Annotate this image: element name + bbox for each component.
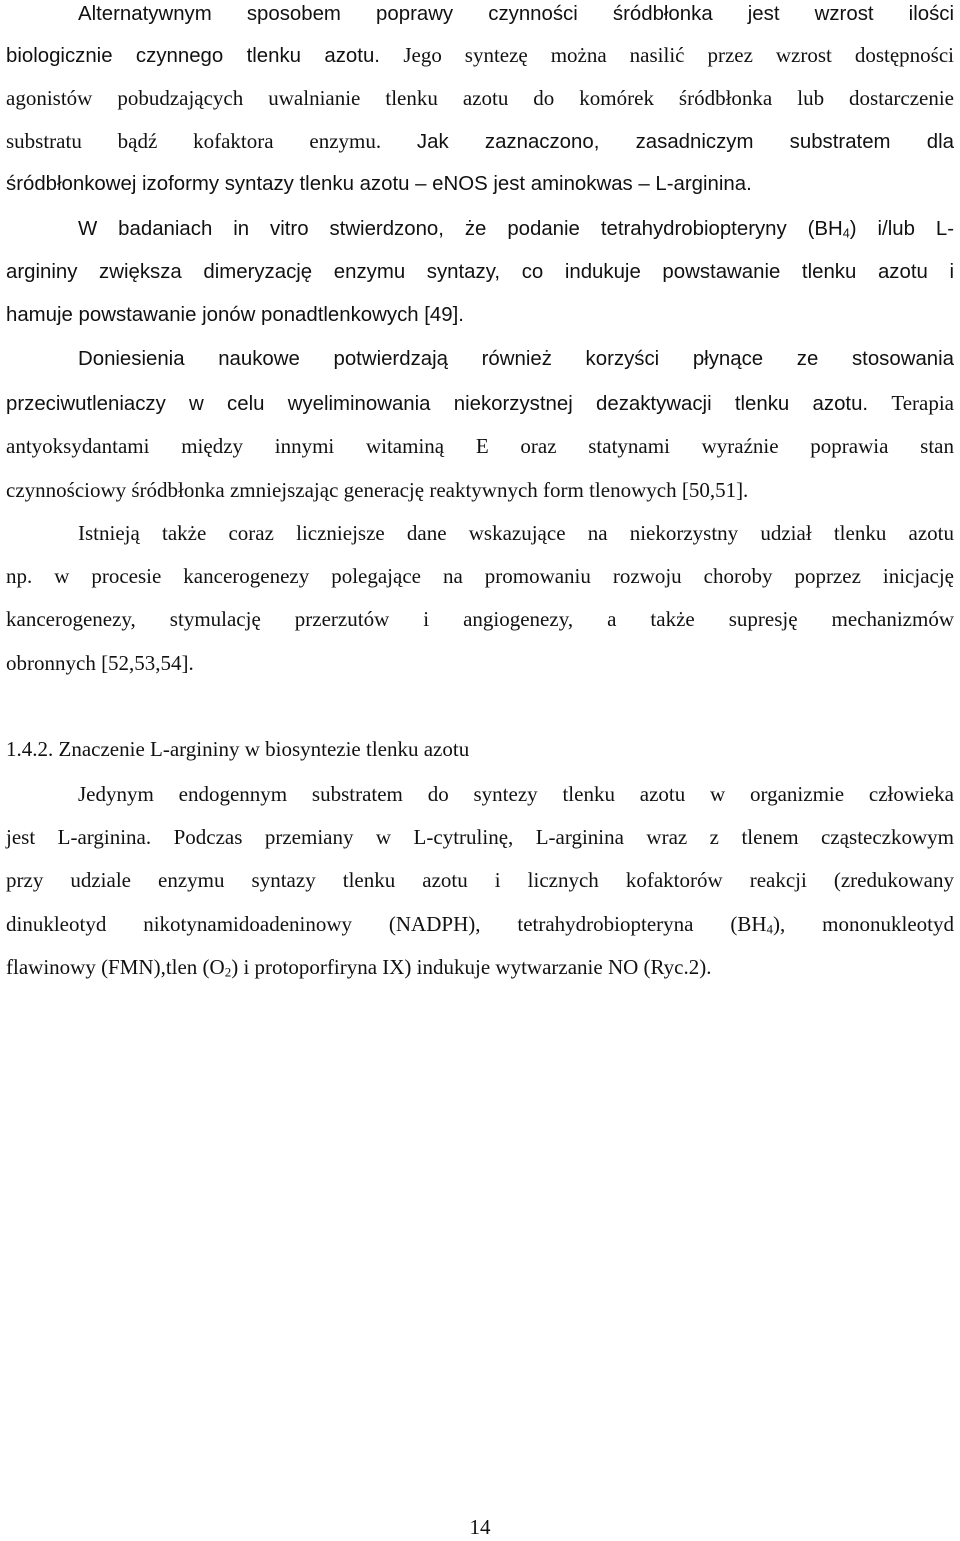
- page-number: 14: [469, 1515, 491, 1539]
- paragraph-line: dinukleotyd nikotynamidoadeninowy (NADPH), tetrahydrobiopteryna $(BH_4)$, mononukleotyd: [6, 912, 955, 937]
- paragraph-line: kancerogenezy, stymulację przerzutów i angiogenezy, a także supresję mechanizmów: [6, 607, 954, 631]
- paragraph-line: np. w procesie kancerogenezy polegające na promowaniu rozwoju choroby poprzez inicjację: [6, 564, 954, 588]
- paragraph-line: flawinowy (FMN),tlen $(O_2)$ i protoporfiryna IX) indukuje wytwarzanie NO (Ryc.2).: [6, 955, 712, 980]
- paragraph-line: Alternatywnym sposobem poprawy czynności śródbłonka jest wzrost ilości: [78, 3, 954, 25]
- paragraph-line: antyoksydantami między innymi witaminą E oraz statynami wyraźnie poprawia stan: [6, 434, 954, 458]
- paragraph-line: czynnościowy śródbłonka zmniejszając generację reaktywnych form tlenowych [50,51].: [6, 478, 749, 502]
- paragraph-line: przeciwutleniaczy w celu wyeliminowania niekorzystnej dezaktywacji tlenku azotu. Terapia: [6, 391, 954, 415]
- paragraph-line: argininy zwiększa dimeryzację enzymu syntazy, co indukuje powstawanie tlenku azotu i: [6, 261, 954, 283]
- paragraph-line: śródbłonkowej izoformy syntazy tlenku azotu – eNOS jest aminokwas – L-arginina.: [6, 173, 752, 195]
- section-heading: 1.4.2. Znaczenie L-argininy w biosyntezie tlenku azotu: [6, 737, 470, 761]
- paragraph-line: hamuje powstawanie jonów ponadtlenkowych [49].: [6, 304, 464, 326]
- paragraph-line: Istnieją także coraz liczniejsze dane wskazujące na niekorzystny udział tlenku azotu: [78, 521, 954, 545]
- paragraph-line: przy udziale enzymu syntazy tlenku azotu i licznych kofaktorów reakcji (zredukowany: [6, 868, 954, 892]
- paragraph-line: jest L-arginina. Podczas przemiany w L-cytrulinę, L-arginina wraz z tlenem cząsteczkowym: [6, 825, 954, 849]
- paragraph-line: Jedynym endogennym substratem do syntezy tlenku azotu w organizmie człowieka: [78, 782, 954, 806]
- paragraph-line: W badaniach in vitro stwierdzono, że podanie tetrahydrobiopteryny $(BH_4)$ i/lub L-: [78, 218, 954, 241]
- paragraph-line: Doniesienia naukowe potwierdzają również korzyści płynące ze stosowania: [78, 348, 954, 370]
- paragraph-line: substratu bądź kofaktora enzymu. Jak zaznaczono, zasadniczym substratem dla: [6, 129, 954, 153]
- paragraph-line: obronnych [52,53,54].: [6, 651, 194, 675]
- paragraph-line: biologicznie czynnego tlenku azotu. Jego syntezę można nasilić przez wzrost dostępności: [6, 43, 954, 67]
- paragraph-line: agonistów pobudzających uwalnianie tlenku azotu do komórek śródbłonka lub dostarczenie: [6, 86, 954, 110]
